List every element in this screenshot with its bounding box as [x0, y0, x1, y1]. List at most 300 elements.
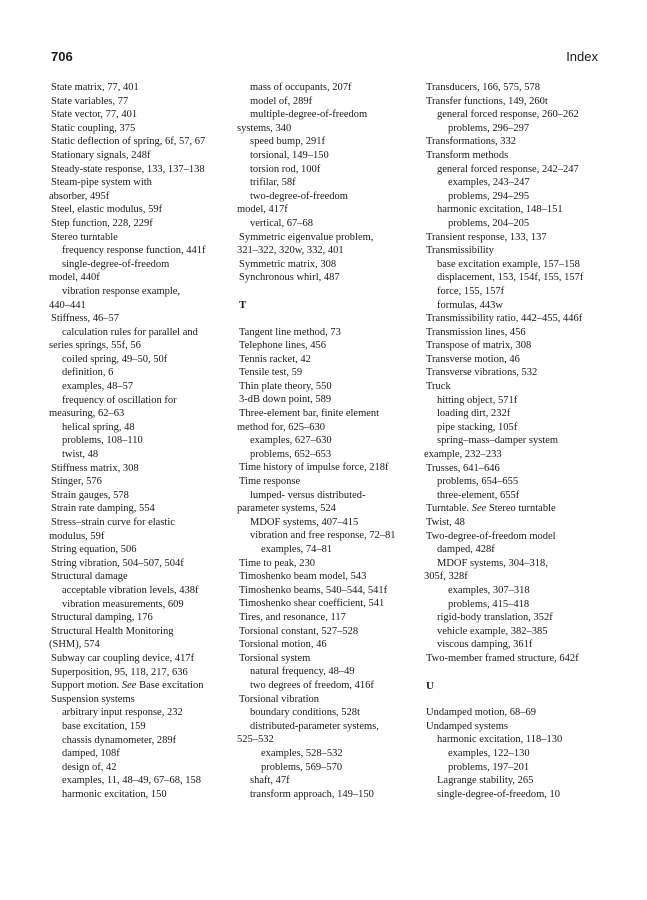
index-subentry — [426, 788, 606, 802]
entry-text: Stiffness, 46–57 — [51, 313, 120, 325]
index-subentry — [426, 761, 606, 775]
index-subentry — [239, 149, 419, 163]
entry-text: series springs, 55f, 56 — [49, 340, 141, 352]
entry-text: transform approach, 149–150 — [250, 788, 374, 800]
index-entry — [51, 149, 231, 163]
entry-text: Tires, and resonance, 117 — [239, 611, 346, 623]
entry-text: Steam-pipe system with — [51, 177, 152, 189]
entry-text: Stinger, 576 — [51, 476, 102, 488]
index-subentry — [51, 584, 231, 598]
index-subentry — [426, 271, 606, 285]
index-subentry — [426, 203, 606, 217]
entry-text: single-degree-of-freedom — [62, 258, 170, 270]
index-entry — [51, 176, 231, 190]
entry-text: Transmissibility — [426, 245, 494, 257]
index-entry — [239, 584, 419, 598]
entry-text: acceptable vibration levels, 438f — [62, 584, 199, 596]
entry-text: 305f, 328f — [424, 571, 468, 583]
index-subentry — [51, 285, 231, 299]
index-subentry — [239, 135, 419, 149]
index-entry — [239, 693, 419, 707]
entry-text: lumped- versus distributed- — [250, 489, 366, 501]
index-entry — [51, 81, 231, 95]
entry-text: harmonic excitation, 150 — [62, 788, 167, 800]
index-entry — [239, 366, 419, 380]
entry-text: formulas, 443w — [437, 299, 503, 311]
index-entry — [239, 258, 419, 272]
entry-text: Timoshenko shear coefficient, 541 — [239, 598, 385, 610]
index-entry — [239, 407, 419, 421]
index-entry — [51, 203, 231, 217]
index-entry — [426, 380, 606, 394]
index-entry — [51, 108, 231, 122]
entry-text: parameter systems, 524 — [237, 503, 336, 515]
entry-text: two degrees of freedom, 416f — [250, 679, 374, 691]
entry-text: model, 440f — [49, 272, 100, 284]
entry-text: harmonic excitation, 118–130 — [437, 734, 563, 746]
entry-text: natural frequency, 48–49 — [250, 666, 355, 678]
entry-text: model of, 289f — [250, 95, 313, 107]
index-entry — [239, 597, 419, 611]
index-subentry — [426, 543, 606, 557]
entry-text: torsion rod, 100f — [250, 163, 321, 175]
entry-text: Strain gauges, 578 — [51, 489, 129, 501]
entry-list — [239, 81, 419, 285]
entry-text: Stereo turntable — [51, 231, 118, 243]
entry-text: Timoshenko beam model, 543 — [239, 571, 367, 583]
entry-text: hitting object, 571f — [437, 394, 518, 406]
index-entry — [239, 652, 419, 666]
entry-text: harmonic excitation, 148–151 — [437, 204, 563, 216]
index-column-2 — [239, 81, 419, 801]
entry-text: Strain rate damping, 554 — [51, 503, 155, 515]
entry-text: 525–532 — [237, 734, 274, 746]
index-subentry — [239, 516, 419, 530]
index-subentry — [51, 720, 231, 734]
running-head: Index — [566, 49, 598, 64]
entry-text: examples, 48–57 — [62, 381, 134, 393]
entry-text: examples, 528–532 — [261, 747, 343, 759]
section-heading-u: U — [426, 679, 434, 692]
index-entry — [51, 163, 231, 177]
index-subentry — [51, 326, 231, 340]
entry-list — [426, 706, 606, 801]
entry-list — [426, 81, 606, 666]
index-entry — [426, 326, 606, 340]
see-target: Base excitation — [136, 680, 204, 692]
index-subentry — [239, 774, 419, 788]
entry-text: helical spring, 48 — [62, 421, 135, 433]
index-subentry — [426, 258, 606, 272]
index-subentry — [51, 598, 231, 612]
index-subentry — [426, 638, 606, 652]
index-entry — [51, 231, 231, 245]
index-subentry — [426, 163, 606, 177]
index-entry — [239, 625, 419, 639]
entry-text: model, 417f — [237, 204, 288, 216]
entry-text: loading dirt, 232f — [437, 408, 511, 420]
index-entry — [51, 679, 231, 693]
index-subentry — [426, 489, 606, 503]
index-subentry — [239, 761, 419, 775]
entry-text: Stiffness matrix, 308 — [51, 462, 139, 474]
index-entry — [51, 557, 231, 571]
entry-text: Lagrange stability, 265 — [437, 775, 534, 787]
index-entry — [51, 570, 231, 584]
entry-text: Subway car coupling device, 417f — [51, 652, 195, 664]
index-entry — [51, 611, 231, 625]
page-number: 706 — [51, 49, 73, 64]
entry-text: Telephone lines, 456 — [239, 340, 327, 352]
see-target: Stereo turntable — [486, 503, 556, 515]
index-subentry — [426, 475, 606, 489]
index-subentry — [51, 421, 231, 435]
index-entry — [51, 693, 231, 707]
entry-text: Tangent line method, 73 — [239, 326, 341, 338]
index-subentry — [51, 706, 231, 720]
entry-text: problems, 108–110 — [62, 435, 143, 447]
index-subentry — [426, 434, 606, 448]
entry-text: problems, 654–655 — [437, 476, 519, 488]
index-subentry — [426, 122, 606, 136]
index-entry — [426, 502, 606, 516]
entry-text: Stress–strain curve for elastic — [51, 517, 175, 528]
index-entry — [239, 339, 419, 353]
index-entry — [239, 461, 419, 475]
index-subentry — [426, 421, 606, 435]
entry-text: Steady-state response, 133, 137–138 — [51, 163, 205, 175]
entry-text: examples, 122–130 — [448, 747, 530, 759]
see-reference: See — [121, 680, 137, 692]
index-entry — [239, 231, 419, 245]
index-entry-continuation — [239, 122, 419, 136]
entry-text: Transmission lines, 456 — [426, 326, 526, 338]
index-entry-continuation — [239, 203, 419, 217]
entry-text: Structural damage — [51, 571, 128, 583]
entry-text: spring–mass–damper system — [437, 435, 559, 447]
entry-text: method for, 625–630 — [237, 421, 325, 433]
index-entry — [239, 380, 419, 394]
index-entry-continuation — [51, 190, 231, 204]
entry-text: arbitrary input response, 232 — [62, 707, 183, 719]
index-entry — [51, 666, 231, 680]
entry-text: viscous damping, 361f — [437, 639, 533, 651]
entry-text: Three-element bar, finite element — [239, 408, 380, 420]
index-subentry — [51, 788, 231, 802]
entry-text: Tennis racket, 42 — [239, 353, 311, 365]
index-subentry — [51, 734, 231, 748]
entry-text: rigid-body translation, 352f — [437, 612, 553, 624]
index-subentry — [239, 489, 419, 503]
index-subentry — [426, 625, 606, 639]
entry-text: damped, 428f — [437, 544, 495, 556]
entry-text: Timoshenko beams, 540–544, 541f — [239, 584, 388, 596]
entry-list — [239, 326, 419, 802]
index-entry — [51, 135, 231, 149]
entry-text: vibration measurements, 609 — [62, 598, 184, 610]
entry-text: boundary conditions, 528t — [250, 707, 360, 719]
entry-text: multiple-degree-of-freedom — [250, 109, 368, 121]
entry-text: Transform methods — [426, 149, 509, 161]
entry-text: Truck — [426, 381, 451, 393]
entry-text: single-degree-of-freedom, 10 — [437, 788, 561, 800]
entry-text: vibration response example, — [62, 285, 181, 297]
entry-text: base excitation example, 157–158 — [437, 258, 580, 270]
entry-text: force, 155, 157f — [437, 285, 505, 297]
index-entry — [426, 516, 606, 530]
entry-text: 321–322, 320w, 332, 401 — [237, 245, 344, 257]
entry-text: base excitation, 159 — [62, 720, 146, 732]
index-entry — [51, 312, 231, 326]
index-entry — [239, 570, 419, 584]
entry-text: trifilar, 58f — [250, 177, 296, 189]
entry-text: measuring, 62–63 — [49, 408, 125, 420]
entry-text: Transient response, 133, 137 — [426, 231, 547, 243]
index-subentry — [51, 258, 231, 272]
index-subentry — [239, 543, 419, 557]
entry-text: Torsional vibration — [239, 693, 320, 705]
entry-text: distributed-parameter systems, — [250, 720, 379, 732]
index-subentry — [426, 217, 606, 231]
entry-text: problems, 204–205 — [448, 217, 530, 229]
index-entry-continuation — [51, 638, 231, 652]
entry-text: Transverse motion, 46 — [426, 353, 520, 365]
entry-text: Transformations, 332 — [426, 136, 517, 148]
entry-text: MDOF systems, 304–318, — [437, 557, 548, 569]
entry-text: State matrix, 77, 401 — [51, 82, 139, 93]
entry-text: Torsional system — [239, 652, 311, 664]
entry-text: definition, 6 — [62, 367, 114, 379]
entry-text: speed bump, 291f — [250, 136, 325, 148]
index-entry — [51, 217, 231, 231]
index-subentry — [51, 434, 231, 448]
index-subentry — [239, 108, 419, 122]
index-subentry — [426, 611, 606, 625]
entry-text: (SHM), 574 — [49, 639, 100, 651]
index-entry — [426, 339, 606, 353]
index-subentry — [426, 285, 606, 299]
entry-text: coiled spring, 49–50, 50f — [62, 353, 168, 365]
index-entry — [51, 652, 231, 666]
entry-text: examples, 307–318 — [448, 584, 530, 596]
entry-text: vehicle example, 382–385 — [437, 625, 548, 637]
index-entry — [239, 611, 419, 625]
entry-text: frequency of oscillation for — [62, 394, 177, 406]
entry-text: 440–441 — [49, 299, 86, 311]
index-entry — [51, 502, 231, 516]
index-entry — [51, 462, 231, 476]
index-entry-continuation — [426, 570, 606, 584]
entry-text: absorber, 495f — [49, 190, 110, 202]
index-entry — [426, 95, 606, 109]
index-subentry — [239, 665, 419, 679]
index-entry — [51, 475, 231, 489]
entry-text: Structural damping, 176 — [51, 612, 153, 624]
entry-text: MDOF systems, 407–415 — [250, 516, 359, 528]
index-subentry — [426, 774, 606, 788]
entry-text: Thin plate theory, 550 — [239, 380, 332, 392]
entry-text: Transducers, 166, 575, 578 — [426, 82, 540, 93]
see-reference: See — [471, 503, 487, 515]
entry-text: mass of occupants, 207f — [250, 82, 352, 93]
entry-text: 3-dB down point, 589 — [239, 394, 332, 406]
index-entry — [239, 326, 419, 340]
index-subentry — [51, 761, 231, 775]
entry-text: problems, 415–418 — [448, 598, 530, 610]
index-entry — [51, 95, 231, 109]
index-subentry — [51, 380, 231, 394]
index-entry — [239, 271, 419, 285]
index-subentry — [426, 299, 606, 313]
entry-text: Stationary signals, 248f — [51, 149, 151, 161]
entry-text: problems, 197–201 — [448, 761, 530, 773]
index-column-3 — [426, 81, 606, 801]
entry-text: Transpose of matrix, 308 — [426, 340, 532, 352]
index-subentry — [426, 733, 606, 747]
entry-text: design of, 42 — [62, 761, 117, 773]
index-subentry — [51, 394, 231, 408]
page-header — [51, 49, 598, 69]
index-subentry — [426, 747, 606, 761]
entry-text: chassis dynamometer, 289f — [62, 734, 177, 746]
index-subentry — [51, 353, 231, 367]
index-subentry — [239, 217, 419, 231]
index-entry — [426, 312, 606, 326]
index-subentry — [239, 679, 419, 693]
index-subentry — [239, 190, 419, 204]
index-entry — [426, 135, 606, 149]
index-subentry — [426, 108, 606, 122]
entry-text: pipe stacking, 105f — [437, 421, 518, 433]
entry-text: examples, 74–81 — [261, 544, 333, 555]
entry-text: Time response — [239, 476, 301, 488]
entry-text: Trusses, 641–646 — [426, 462, 500, 474]
index-entry — [426, 81, 606, 95]
entry-text: Steel, elastic modulus, 59f — [51, 204, 163, 216]
index-entry — [426, 462, 606, 476]
entry-text: Static deflection of spring, 6f, 57, 67 — [51, 136, 206, 148]
entry-text: problems, 652–653 — [250, 448, 332, 460]
entry-text: Static coupling, 375 — [51, 122, 136, 134]
index-entry — [426, 231, 606, 245]
entry-text: displacement, 153, 154f, 155, 157f — [437, 272, 584, 284]
index-entry — [426, 366, 606, 380]
index-subentry — [426, 407, 606, 421]
index-subentry — [426, 394, 606, 408]
entry-text: shaft, 47f — [250, 775, 290, 787]
entry-text: State variables, 77 — [51, 95, 129, 107]
index-subentry — [426, 190, 606, 204]
index-entry — [51, 122, 231, 136]
entry-text: two-degree-of-freedom — [250, 190, 348, 202]
entry-text: problems, 294–295 — [448, 190, 530, 202]
entry-text: Step function, 228, 229f — [51, 217, 153, 229]
entry-text: examples, 627–630 — [250, 435, 332, 447]
entry-text: general forced response, 242–247 — [437, 163, 579, 175]
index-entry-continuation — [239, 733, 419, 747]
index-entry-continuation — [51, 407, 231, 421]
entry-text: Suspension systems — [51, 693, 135, 705]
entry-text: examples, 11, 48–49, 67–68, 158 — [62, 775, 202, 787]
index-entry — [51, 516, 231, 530]
entry-text: problems, 296–297 — [448, 122, 530, 134]
entry-text: Time to peak, 230 — [239, 557, 316, 569]
index-entry — [426, 530, 606, 544]
index-column-1 — [51, 81, 231, 801]
entry-text: Undamped systems — [426, 720, 508, 732]
entry-text: Two-degree-of-freedom model — [426, 530, 556, 542]
index-subentry — [239, 81, 419, 95]
index-subentry — [426, 584, 606, 598]
entry-text: Turntable. — [426, 503, 472, 515]
index-subentry — [51, 448, 231, 462]
entry-text: Time history of impulse force, 218f — [239, 462, 389, 474]
index-entry — [239, 475, 419, 489]
index-subentry — [426, 557, 606, 571]
entry-text: Tensile test, 59 — [239, 367, 303, 379]
entry-text: String vibration, 504–507, 504f — [51, 557, 184, 569]
index-subentry — [239, 788, 419, 802]
index-entry — [51, 489, 231, 503]
entry-text: twist, 48 — [62, 449, 99, 461]
entry-text: calculation rules for parallel and — [62, 326, 198, 338]
index-entry-continuation — [239, 502, 419, 516]
index-entry — [239, 638, 419, 652]
index-entry — [426, 244, 606, 258]
index-entry-continuation — [51, 339, 231, 353]
entry-text: frequency response function, 441f — [62, 245, 206, 257]
section-heading-t: T — [239, 298, 247, 311]
entry-text: examples, 243–247 — [448, 177, 530, 189]
index-entry — [239, 557, 419, 571]
entry-text: vibration and free response, 72–81 — [250, 530, 396, 542]
index-subentry — [239, 176, 419, 190]
entry-text: vertical, 67–68 — [250, 217, 313, 229]
entry-text: general forced response, 260–262 — [437, 109, 579, 121]
entry-text: example, 232–233 — [424, 449, 502, 461]
index-subentry — [239, 434, 419, 448]
entry-text: Synchronous whirl, 487 — [239, 272, 340, 284]
entry-text: damped, 108f — [62, 748, 120, 760]
index-subentry — [239, 529, 419, 543]
index-subentry — [239, 163, 419, 177]
entry-text: Transmissibility ratio, 442–455, 446f — [426, 313, 583, 325]
index-entry-continuation — [426, 448, 606, 462]
index-entry — [426, 706, 606, 720]
index-subentry — [239, 706, 419, 720]
index-entry — [51, 625, 231, 639]
entry-text: modulus, 59f — [49, 530, 105, 542]
index-entry — [239, 353, 419, 367]
entry-text: Symmetric eigenvalue problem, — [239, 231, 374, 243]
index-subentry — [426, 598, 606, 612]
index-subentry — [426, 176, 606, 190]
entry-text: Transfer functions, 149, 260t — [426, 95, 548, 107]
index-entry — [426, 720, 606, 734]
index-subentry — [51, 774, 231, 788]
entry-text: Support motion. — [51, 680, 122, 692]
entry-text: Two-member framed structure, 642f — [426, 652, 579, 664]
entry-text: Torsional constant, 527–528 — [239, 625, 359, 637]
index-subentry — [51, 366, 231, 380]
entry-list — [51, 81, 231, 801]
entry-text: Symmetric matrix, 308 — [239, 258, 337, 270]
entry-text: problems, 569–570 — [261, 761, 343, 773]
entry-text: Twist, 48 — [426, 517, 465, 528]
index-entry — [426, 149, 606, 163]
entry-text: Structural Health Monitoring — [51, 625, 174, 637]
index-entry-continuation — [239, 244, 419, 258]
